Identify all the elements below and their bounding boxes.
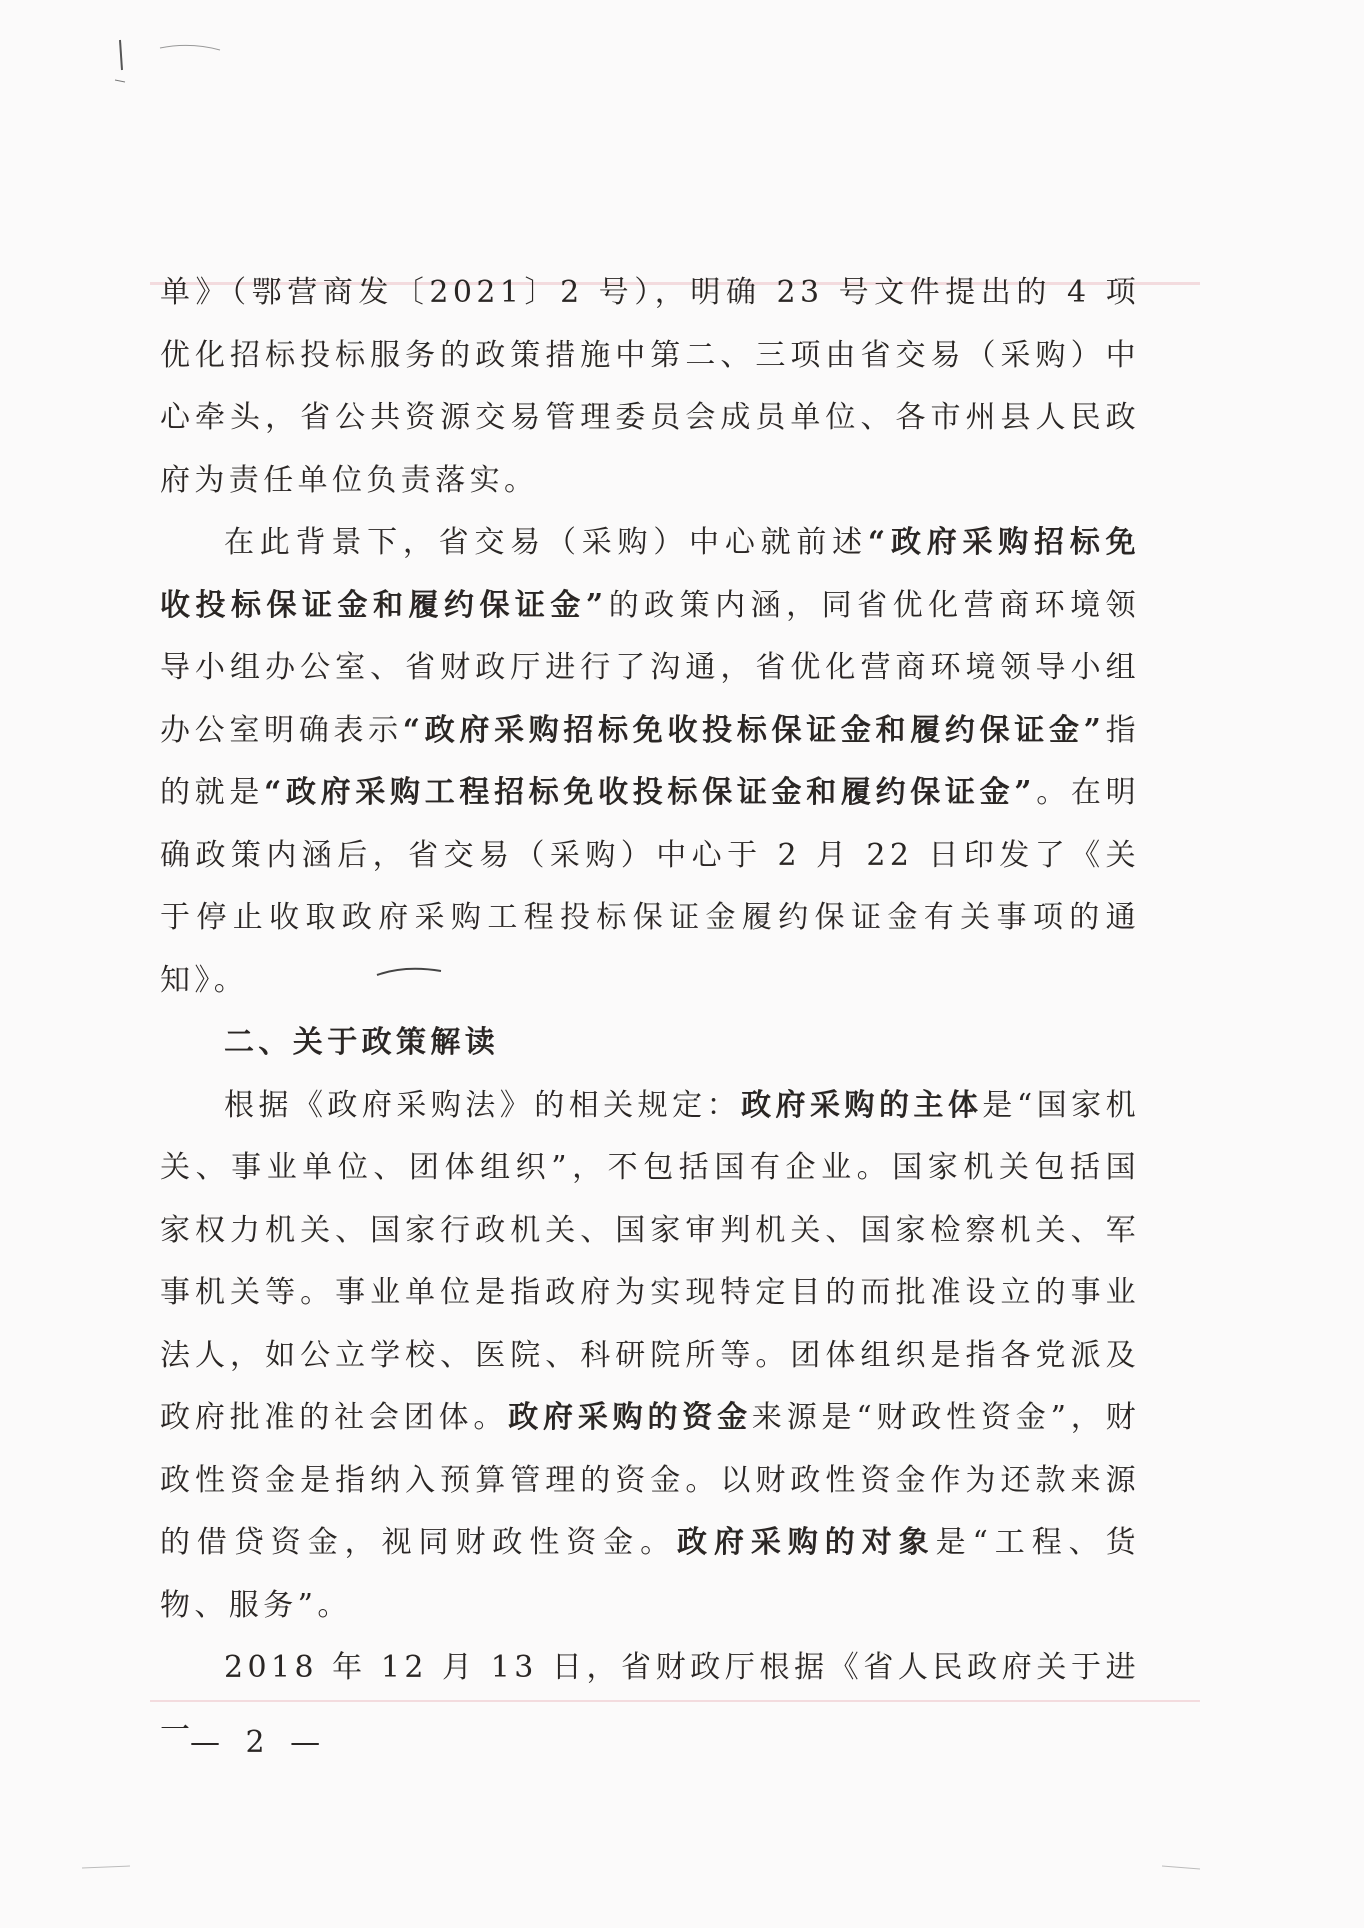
bold-term: 政府采购的资金 [508,1400,752,1435]
text-run: 来源是“财政性资金”，财政性资金是指纳入预算管理的资金。以财政性资金作为还款来源的借贷资金，视同财政性资金。 [160,1400,1140,1560]
paragraph-2018: 2018 年 12 月 13 日，省财政厅根据《省人民政府关于进一 [160,1650,1140,1748]
paragraph-background [160,512,1140,1012]
bold-term: 政府采购的主体 [741,1087,983,1123]
bold-quote: “政府采购工程招标免收投标保证金和履约保证金” [264,775,1036,810]
page-number: — 2 — [190,1725,329,1760]
scan-mark-bottom [80,1860,140,1874]
bold-term: 政府采购的对象 [677,1525,936,1560]
page-number-value: 2 [245,1725,273,1760]
text-run: 是“工程、货物、服务”。 [160,1525,1140,1623]
text-run: 是“国家机关、事业单位、团体组织”，不包括国有企业。国家机关包括国家权力机关、国家行政机关、国家审判机关、国家检察机关、军事机关等。事业单位是指政府为实现特定目的而批准设立的事业法人，如公立学校、医院、科研院所等。团体组织是指各党派及政府批准的社会团体。 [160,1087,1140,1435]
paragraph-continued: 单》（鄂营商发〔2021〕2 号），明确 23 号文件提出的 4 项优化招标投标服务的政策措施中第二、三项由省交易（采购）中心牵头，省公共资源交易管理委员会成员单位、各市州县人民政府为责任单位负责落实。 [160,275,1140,498]
scan-mark-bottom-right [1160,1860,1220,1874]
paragraph-policy-interpretation [160,1075,1140,1638]
bold-quote: “政府采购招标免收投标保证金和履约保证金” [160,525,1140,623]
text-run: 。在明确政策内涵后，省交易（采购）中心于 2 月 22 日印发了《关于停止收取政府采购工程投标保证金履约保证金有关事项的通知》。 [160,775,1140,998]
bold-quote: “政府采购招标免收投标保证金和履约保证金” [402,712,1106,748]
document-body [160,262,1140,1762]
text-run: 的政策内涵，同省优化营商环境领导小组办公室、省财政厅进行了沟通，省优化营商环境领导小组办公室明确表示 [160,587,1140,748]
scan-mark-top-left [100,30,260,90]
text-run: 在此背景下，省交易（采购）中心就前述 [224,525,868,560]
section-heading: 二、关于政策解读 [224,1025,500,1060]
text-run: 根据《政府采购法》的相关规定： [224,1087,742,1123]
text-run: 指的就是 [160,712,1140,810]
